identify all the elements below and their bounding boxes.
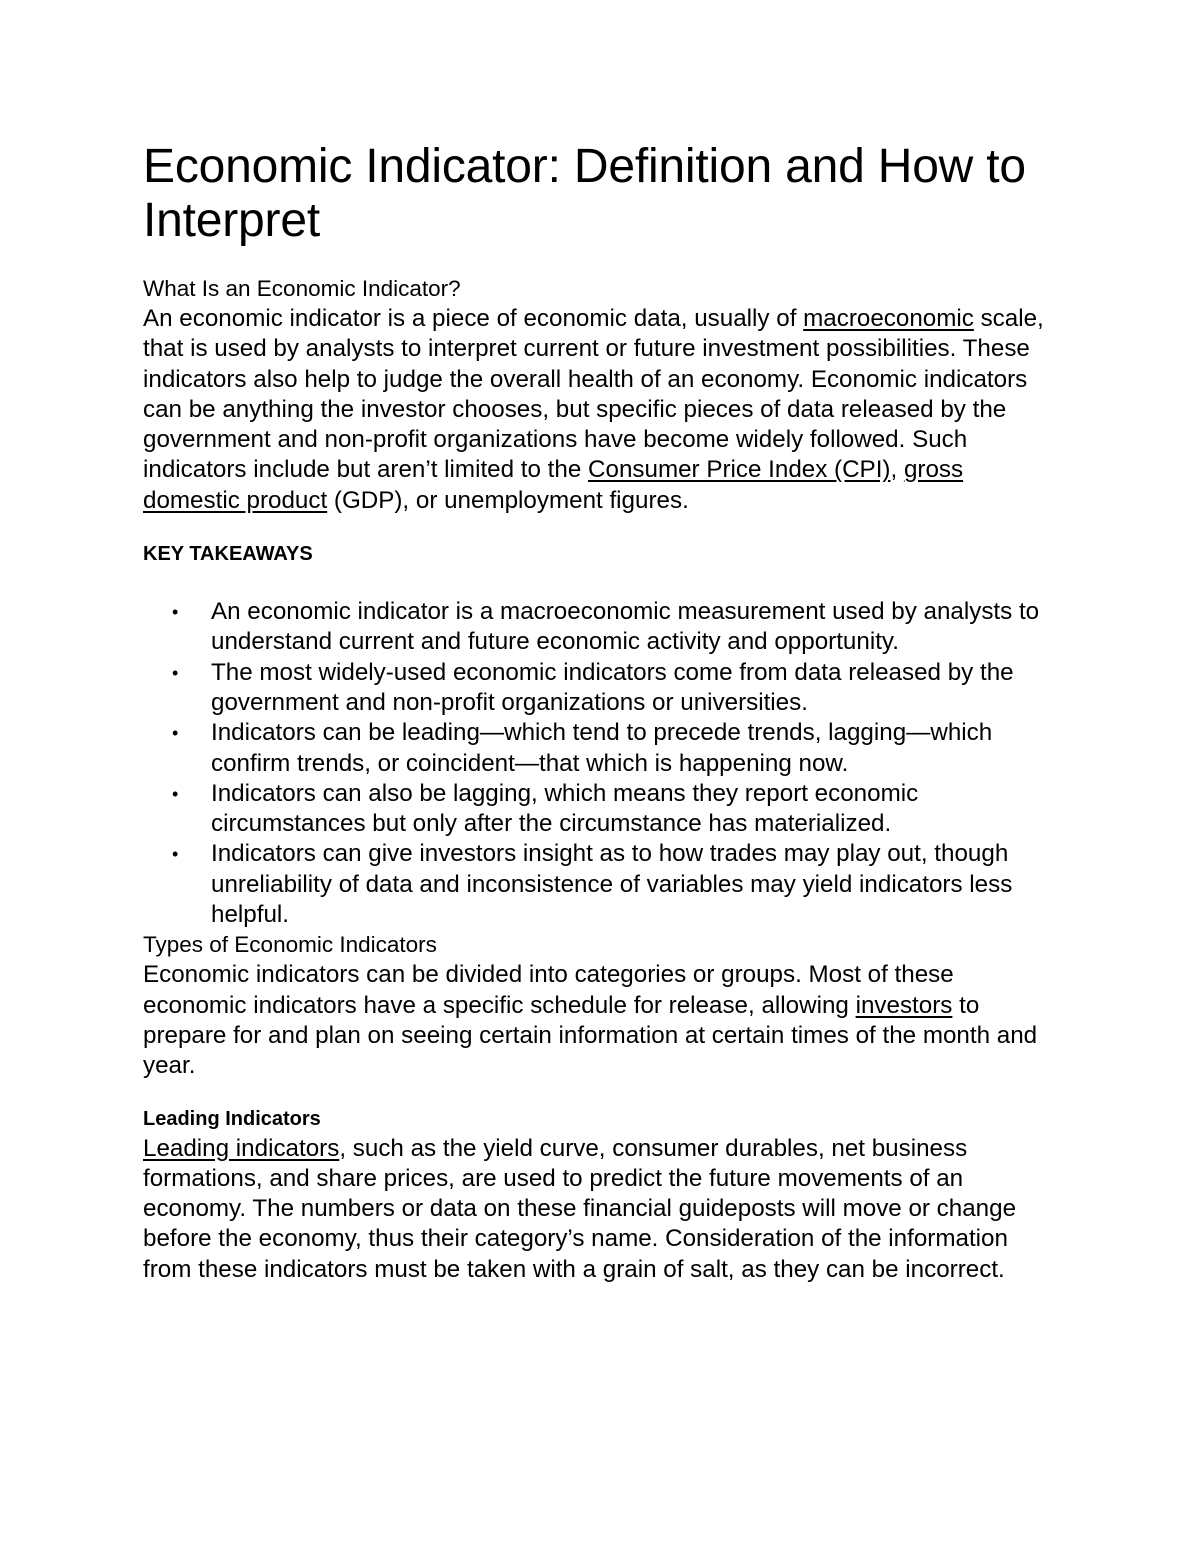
leading-indicators-heading: Leading Indicators [143, 1107, 321, 1130]
takeaway-text: Indicators can give investors insight as to how trades may play out, though unreliability of data and inconsistence of variables may yield indicators less helpful. [211, 840, 1013, 929]
takeaway-text: Indicators can be leading—which tend to precede trends, lagging—which confirm trends, or coincident—that which is happening now. [211, 719, 993, 777]
cpi-link[interactable]: Consumer Price Index (CPI) [588, 456, 891, 484]
bullet-icon: • [172, 662, 179, 683]
leading-indicators-link[interactable]: Leading indicators [143, 1134, 340, 1162]
bullet-icon: • [172, 783, 179, 804]
macroeconomic-link[interactable]: macroeconomic [803, 305, 974, 332]
document-page [143, 140, 1063, 1285]
bullet-icon: • [172, 602, 179, 623]
bullet-icon: • [172, 844, 179, 865]
takeaway-item [143, 718, 1063, 779]
page-title: Economic Indicator: Definition and How to Interpret [143, 140, 1026, 247]
spacer [143, 1082, 1063, 1104]
bullet-icon: • [172, 723, 179, 744]
intro-text-3: , [890, 456, 904, 484]
investors-link[interactable]: investors [855, 991, 953, 1019]
takeaway-item [143, 839, 1063, 930]
intro-text-4: (GDP), or unemployment figures. [327, 486, 689, 514]
intro-text-2: scale, that is used by analysts to interpret current or future investment possibilities. These indicators also help to judge the overall health of an economy. Economic indicators can be anything the investor chooses, but specific pieces of data released by the government and non-profit organizations have become widely followed. Such indicators include but aren’t limited to the [143, 305, 1044, 484]
takeaway-item [143, 597, 1063, 658]
key-takeaways-heading: KEY TAKEAWAYS [143, 543, 313, 566]
takeaway-text: Indicators can also be lagging, which means they report economic circumstances but only after the circumstance has materialized. [211, 779, 919, 838]
leading-text-1: , such as the yield curve, consumer durables, net business formations, and share prices, are used to predict the future movements of an economy. The numbers or data on these financial guideposts will move or change before the economy, thus their category’s name. Consideration of the information from these indicators must be taken with a grain of salt, as they can be incorrect. [143, 1134, 1017, 1283]
gdp-link[interactable]: gross domestic product [143, 456, 964, 514]
takeaway-text: The most widely-used economic indicators come from data released by the government and non-profit organizations or universities. [211, 658, 1014, 716]
takeaway-text: An economic indicator is a macroeconomic measurement used by analysts to understand current and future economic activity and opportunity. [211, 598, 1040, 656]
key-takeaways-list [143, 597, 1063, 930]
spacer [143, 516, 1063, 539]
section-heading-what-is: What Is an Economic Indicator? [143, 276, 461, 301]
types-text-1: Economic indicators can be divided into categories or groups. Most of these economic indicators have a specific schedule for release, allowing [143, 961, 954, 1019]
intro-text-1: An economic indicator is a piece of economic data, usually of [143, 305, 804, 332]
section-heading-types: Types of Economic Indicators [143, 932, 437, 958]
spacer [143, 569, 1063, 597]
leading-paragraph [143, 1134, 1063, 1285]
types-paragraph [143, 960, 1063, 1081]
types-text-2: to prepare for and plan on seeing certain information at certain times of the month and year. [143, 991, 1038, 1080]
takeaway-item [143, 658, 1063, 719]
takeaway-item [143, 779, 1063, 840]
intro-paragraph [143, 304, 1063, 516]
